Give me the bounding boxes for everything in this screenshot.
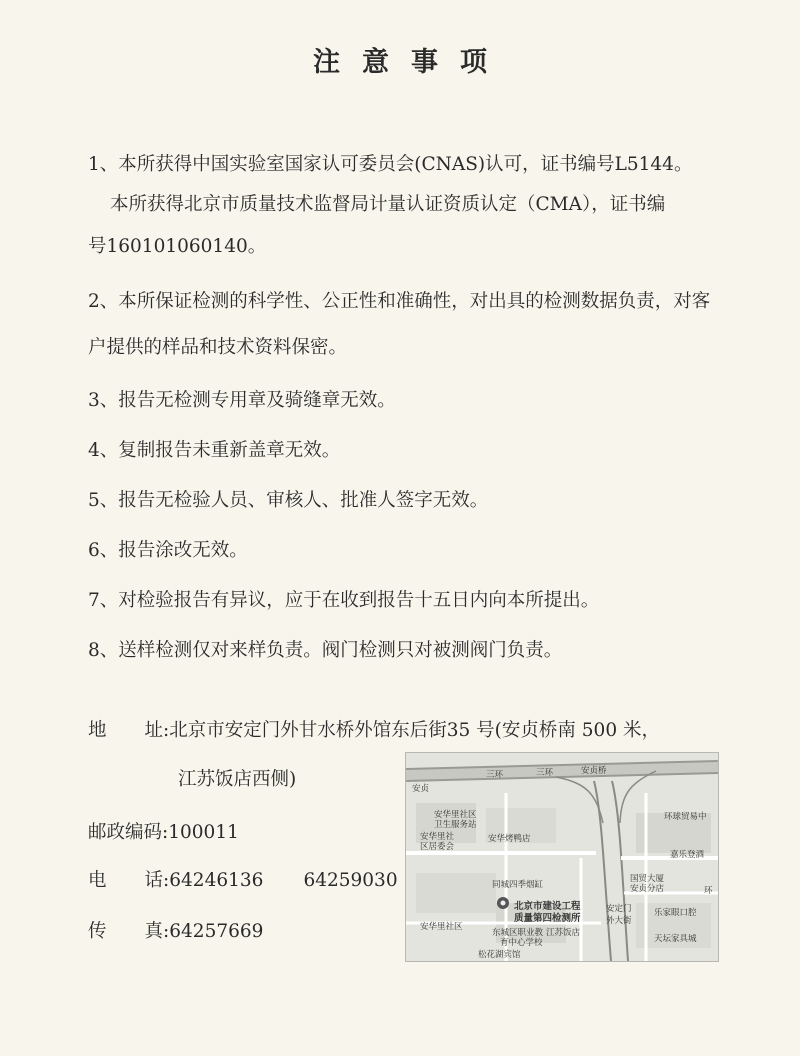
map-label-guomao-2: 安贞分店 [630,884,665,894]
postcode-label: 邮政编码 [88,822,163,843]
map-label-guomao-1: 国贸大厦 [630,874,665,884]
postcode-line [88,818,239,844]
item-7: 7、对检验报告有异议，应于在收到报告十五日内向本所提出。 [88,590,600,611]
map-label-anzhen-st-1: 安定门 [606,904,632,914]
phone-line [88,866,398,892]
map-label-anhua-2b: 区居委会 [420,842,455,852]
address-value: :北京市安定门外甘水桥外馆东后街35 号(安贞桥南 500 米， [163,720,660,741]
fax-label: 传 真 [88,921,164,942]
map-label-lejia: 乐家眼口腔 [654,908,697,918]
phone-value-1: :64246136 [163,870,264,891]
map-label-ring-left: 三环 [486,770,504,780]
postcode-value: :100011 [162,822,239,843]
map-label-anhua-3: 安华里社区 [420,922,463,932]
item-8: 8、送样检测仅对来样负责。阀门检测只对被测阀门负责。 [88,640,563,661]
item-4: 4、复制报告未重新盖章无效。 [88,440,341,461]
map-label-tiantan: 天坛家具城 [654,934,697,944]
map-label-kaoya: 安华烤鸭店 [488,834,531,844]
address-label: 地 址 [88,720,164,741]
page-title: 注意事项 [313,47,509,78]
map-label-anhua-2: 安华里社 [420,832,455,842]
map-label-huan: 环 [704,886,713,896]
map-label-dongcheng-2: 育中心学校 [500,938,543,948]
phone-label: 电 话 [88,870,164,891]
map-label-ring-right: 三环 [536,768,554,778]
map-label-global-trade: 环球贸易中 [664,812,707,822]
map-label-jiangsu: 江苏饭店 [546,928,581,938]
item-3: 3、报告无检测专用章及骑缝章无效。 [88,390,396,411]
map-label-anzhen-bridge: 安贞桥 [581,766,607,776]
phone-value-2: 64259030 [303,870,398,891]
map-label-institute-1: 北京市建设工程 [514,901,581,912]
item-2: 2、本所保证检测的科学性、公正性和准确性，对出具的检测数据负责，对客 [88,291,711,312]
address-line-2: 江苏饭店西侧) [178,769,297,790]
address-line-1 [88,716,660,742]
map-label-jiale: 嘉乐登酒 [670,850,705,860]
location-map [405,752,719,962]
map-label-anhua-1b: 卫生服务站 [434,820,477,830]
item-6: 6、报告涂改无效。 [88,540,248,561]
fax-line [88,917,263,943]
item-2-cont: 户提供的样品和技术资料保密。 [88,337,348,358]
item-1: 1、本所获得中国实验室国家认可委员会(CNAS)认可，证书编号L5144。 [88,154,693,175]
item-5: 5、报告无检验人员、审核人、批准人签字无效。 [88,490,489,511]
map-drawing [406,753,718,961]
map-label-tongcheng: 同城四季烟缸 [492,880,544,890]
item-1-cma: 本所获得北京市质量技术监督局计量认证资质认定（CMA），证书编 [110,194,666,215]
map-label-anzhen: 安贞 [412,784,430,794]
fax-value: :64257669 [163,921,264,942]
map-label-songhua: 松花湖宾馆 [478,950,521,960]
map-label-anzhen-st-2: 外大街 [606,916,632,926]
item-1-cma-cont: 号160101060140。 [88,236,267,257]
map-label-dongcheng-1: 东城区职业教 [492,928,544,938]
map-label-institute-2: 质量第四检测所 [514,913,581,924]
map-label-anhua-1: 安华里社区 [434,810,477,820]
